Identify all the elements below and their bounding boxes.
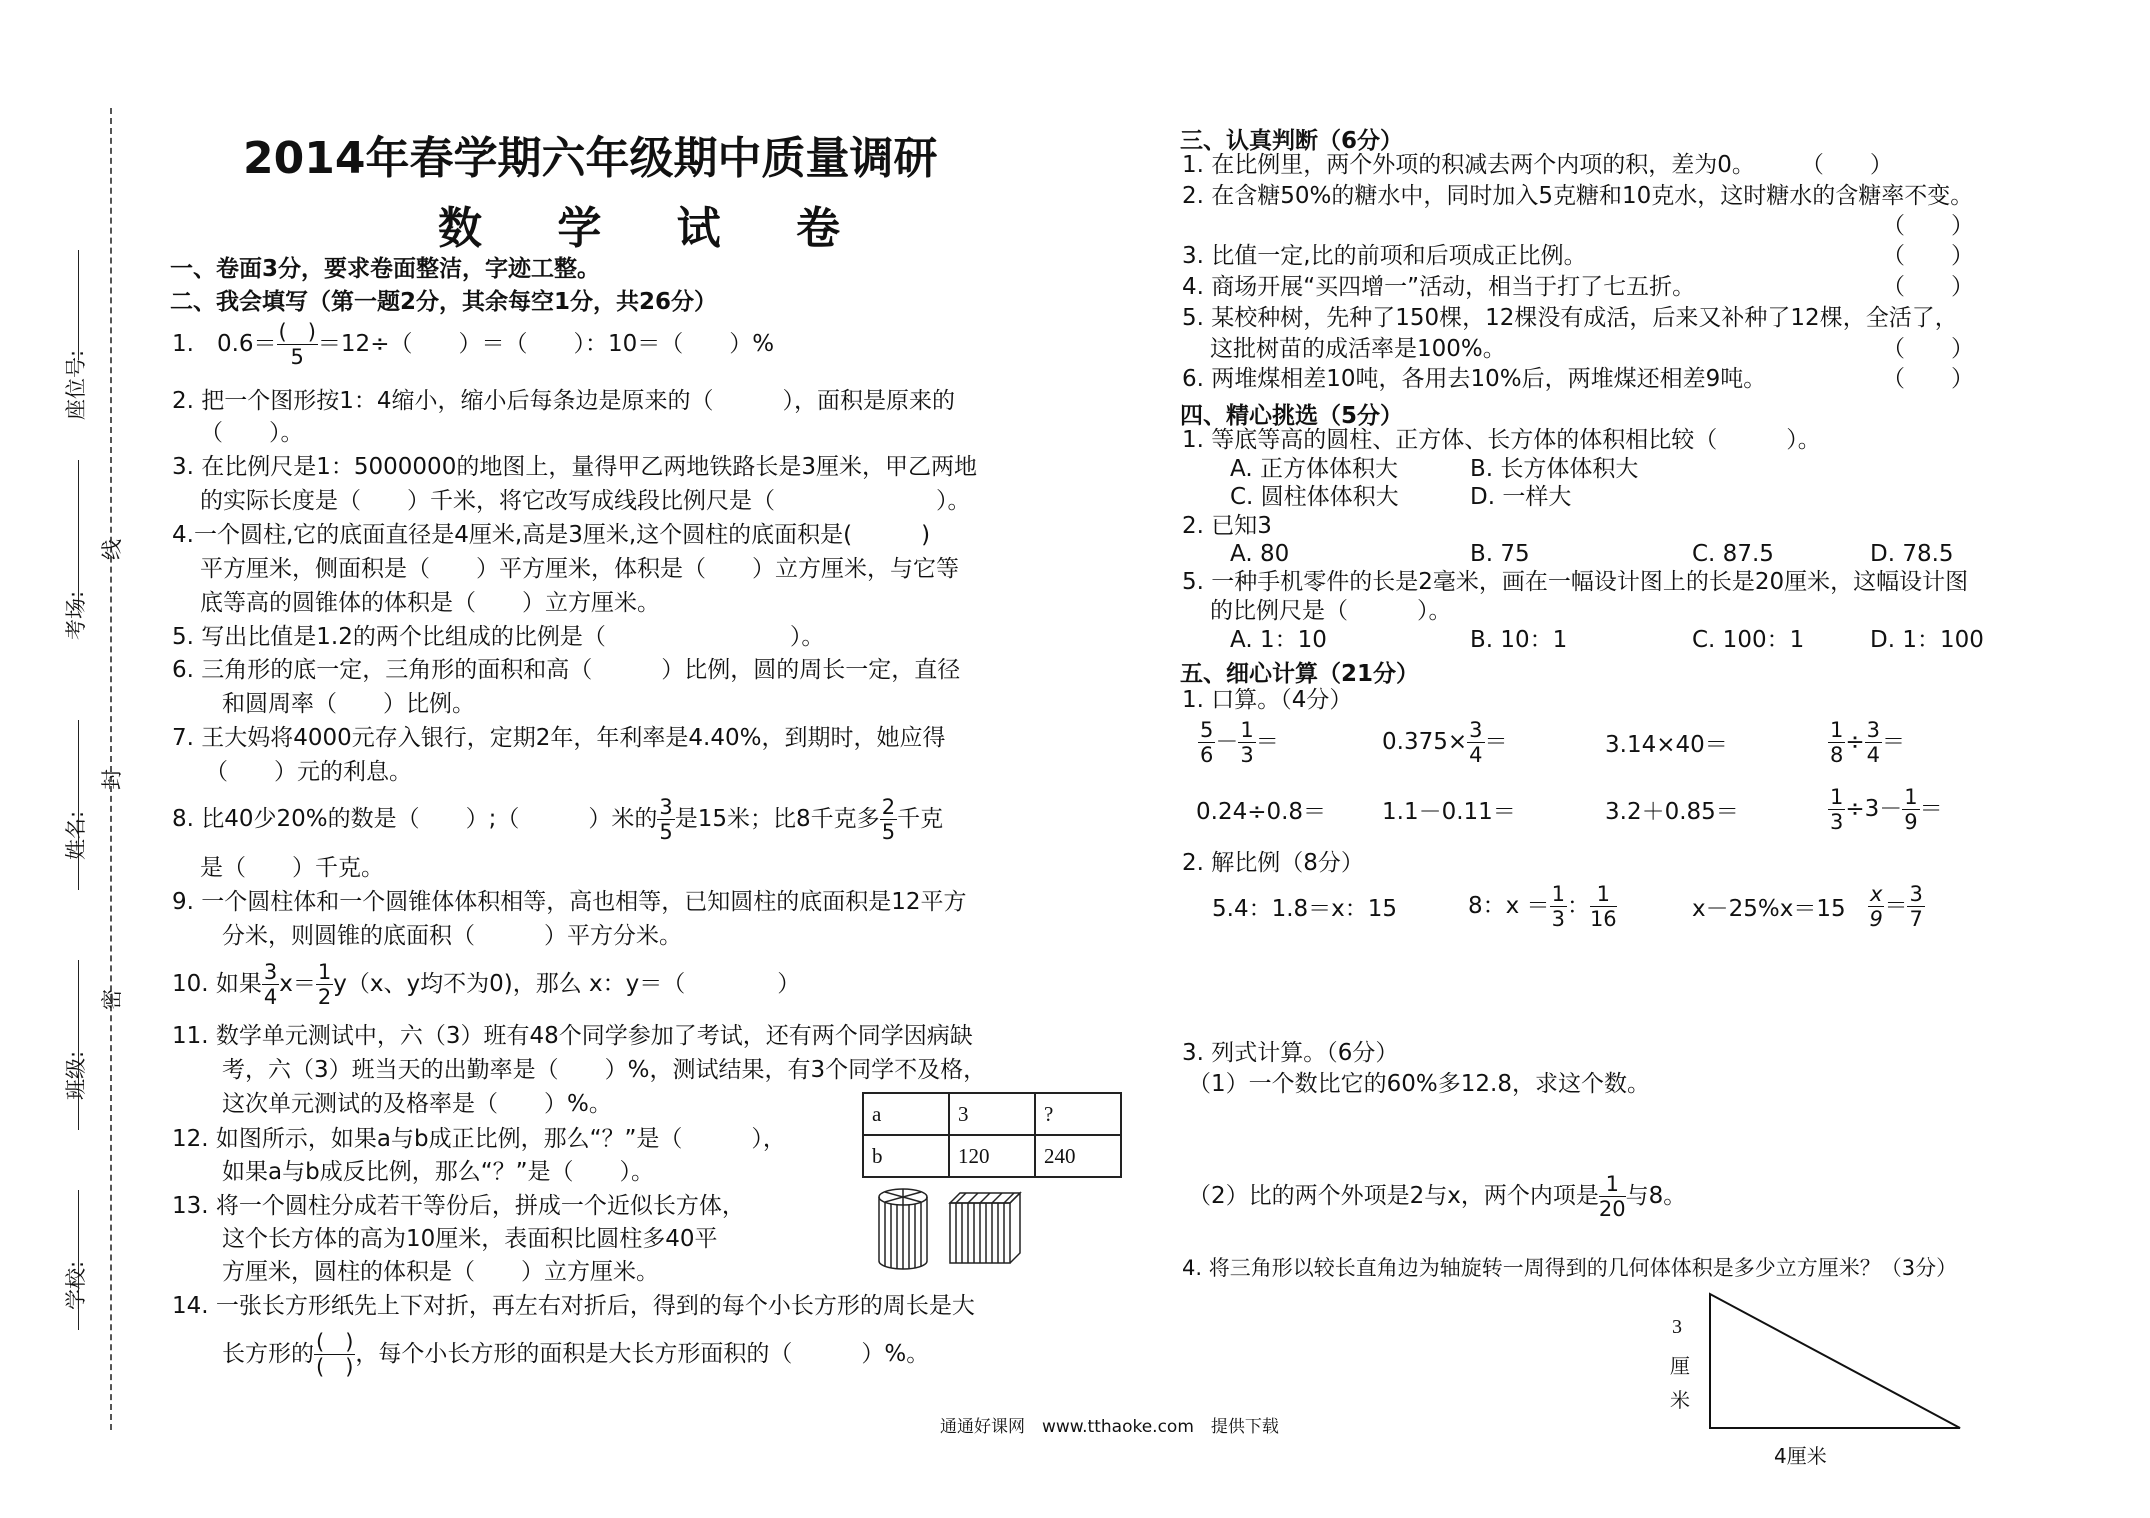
question-4-line-2: 平方厘米，侧面积是（ ）平方厘米，体积是（ ）立方厘米，与它等 [200,556,959,582]
question-8-line-1: 8. 比40少20%的数是（ ）;（ ）米的 $\frac{3}{5}$ 是15米；比8千克多 $\frac{2}{5}$ 千克 [172,795,944,844]
table-cell: 240 [1035,1135,1121,1177]
judgment-4: 4. 商场开展“买四增一”活动，相当于打了七五折。 [1182,274,1696,300]
choice-2-option-d: D. 78.5 [1870,541,1954,567]
question-12-line-2: 如果a与b成反比例，那么“？”是（ ）。 [222,1159,655,1185]
proportion-3: x－25%x＝15 [1692,896,1846,922]
judgment-2-answer: （ ） [1882,213,1974,239]
judgment-3-answer: （ ） [1882,243,1974,269]
calc-expression: 3.14×40＝ [1605,732,1728,758]
calc-3-heading: 3. 列式计算。（6分） [1182,1040,1399,1066]
choice-5-option-a: A. 1：10 [1230,627,1327,653]
seat-label: 座位号: [64,349,88,420]
seal-label: 封 [100,769,124,790]
choice-2-option-b: B. 75 [1470,541,1530,567]
calc-expression: 3.2＋0.85＝ [1605,799,1739,825]
choice-2: 2. 已知3 [1182,513,1272,539]
secret-label: 密 [100,989,124,1010]
question-11-line-3: 这次单元测试的及格率是（ ）%。 [222,1091,612,1117]
judgment-5-answer: （ ） [1882,336,1974,362]
table-cell: b [863,1135,949,1177]
proportion-4: $\frac{x}{9}$ ＝ $\frac{3}{7}$ [1869,882,1923,931]
question-13-line-1: 13. 将一个圆柱分成若干等份后，拼成一个近似长方体， [172,1193,745,1219]
choice-2-option-a: A. 80 [1230,541,1290,567]
calc-expression: 0.375× $\frac{3}{4}$ ＝ [1382,718,1508,767]
question-12-line-1: 12. 如图所示，如果a与b成正比例，那么“？”是（ ）， [172,1126,786,1152]
proportion-2: 8：x ＝ $\frac{1}{3}$ ： $\frac{1}{16}$ [1468,882,1617,931]
choice-5-line-1: 5. 一种手机零件的长是2毫米，画在一幅设计图上的长是20厘米，这幅设计图 [1182,569,1969,595]
calc-expression: $\frac{5}{6}$ － $\frac{1}{3}$ ＝ [1200,718,1279,767]
section-4-heading: 四、精心挑选（5分） [1180,403,1404,429]
judgment-4-answer: （ ） [1882,274,1974,300]
calc-expression: 0.24÷0.8＝ [1196,799,1327,825]
calc-expression: $\frac{1}{8}$ ÷ $\frac{3}{4}$ ＝ [1830,718,1906,767]
question-14-line-2: 长方形的 $\frac{( )}{( )}$ ，每个小长方形的面积是大长方形面积的（ ）%。 [222,1330,930,1379]
room-label: 考场: [64,590,88,640]
question-10: 10. 如果 $\frac{3}{4}$ x＝ $\frac{1}{2}$ y（x、y均不为0)，那么 x：y＝（ ） [172,960,801,1009]
question-1: 1. 0.6＝ $\frac{( )}{5}$ ＝12÷（ ）＝（ ）：10＝（ ）% [172,320,775,369]
calc-3-part-1: （1）一个数比它的60%多12.8，求这个数。 [1188,1071,1650,1097]
calc-2-heading: 2. 解比例（8分） [1182,850,1364,876]
footer-credit: 通通好课网 www.tthaoke.com 提供下载 [940,1417,1279,1437]
choice-5-line-2: 的比例尺是（ ）。 [1210,598,1452,624]
triangle-height-unit-2: 米 [1670,1388,1690,1412]
choice-1-option-b: B. 长方体体积大 [1470,456,1639,482]
right-triangle-figure [1700,1290,1970,1440]
choice-1-option-d: D. 一样大 [1470,484,1572,510]
question-2-line-2: （ ）。 [200,420,304,446]
judgment-2: 2. 在含糖50%的糖水中，同时加入5克糖和10克水，这时糖水的含糖率不变。 [1182,183,1974,209]
section-2-heading: 二、我会填写（第一题2分，其余每空1分，共26分） [170,289,718,315]
section-5-heading: 五、细心计算（21分） [1180,661,1420,687]
choice-1-option-a: A. 正方体体积大 [1230,456,1398,482]
ratio-table [862,1092,1122,1178]
question-3-line-1: 3. 在比例尺是1：5000000的地图上，量得甲乙两地铁路长是3厘米，甲乙两地 [172,454,977,480]
proportion-1: 5.4：1.8＝x：15 [1212,896,1398,922]
question-11-line-1: 11. 数学单元测试中，六（3）班有48个同学参加了考试，还有两个同学因病缺 [172,1023,973,1049]
choice-1: 1. 等底等高的圆柱、正方体、长方体的体积相比较（ ）。 [1182,427,1821,453]
calc-3-part-2: （2）比的两个外项是2与x，两个内项是 $\frac{1}{20}$ 与8。 [1188,1172,1687,1221]
question-13-line-3: 方厘米，圆柱的体积是（ ）立方厘米。 [222,1259,659,1285]
choice-5-option-d: D. 1：100 [1870,627,1984,653]
name-blank [78,720,79,890]
question-13-line-2: 这个长方体的高为10厘米，表面积比圆柱多40平 [222,1226,718,1252]
judgment-1: 1. 在比例里，两个外项的积减去两个内项的积，差为0。 （ ） [1182,152,1893,178]
question-4-line-1: 4.一个圆柱,它的底面直径是4厘米,高是3厘米,这个圆柱的底面积是( ) [172,522,931,548]
triangle-height-value: 3 [1672,1316,1682,1338]
calc-expression: $\frac{1}{3}$ ÷3－ $\frac{1}{9}$ ＝ [1830,785,1943,834]
choice-5-option-c: C. 100：1 [1692,627,1805,653]
question-6-line-2: 和圆周率（ ）比例。 [222,691,475,717]
name-label: 姓名: [64,810,88,860]
calc-expression: 1.1－0.11＝ [1382,799,1516,825]
question-8-line-2: 是（ ）千克。 [200,855,384,881]
calc-4-question: 4. 将三角形以较长直角边为轴旋转一周得到的几何体体积是多少立方厘米？（3分） [1182,1256,1958,1280]
table-cell: a [863,1093,949,1135]
question-5: 5. 写出比值是1.2的两个比组成的比例是（ ）。 [172,624,825,650]
question-3-line-2: 的实际长度是（ ）千米，将它改写成线段比例尺是（ ）。 [200,488,971,514]
table-cell: 3 [949,1093,1035,1135]
question-11-line-2: 考，六（3）班当天的出勤率是（ ）%，测试结果，有3个同学不及格， [222,1057,987,1083]
judgment-5-line-2: 这批树苗的成活率是100%。 [1210,336,1506,362]
question-7-line-1: 7. 王大妈将4000元存入银行，定期2年，年利率是4.40%，到期时，她应得 [172,725,946,751]
judgment-5-line-1: 5. 某校种树，先种了150棵，12棵没有成活，后来又补种了12棵，全活了， [1182,305,1958,331]
question-7-line-2: （ ）元的利息。 [205,759,412,785]
class-blank [78,960,79,1130]
question-6-line-1: 6. 三角形的底一定，三角形的面积和高（ ）比例，圆的周长一定，直径 [172,657,961,683]
table-cell: ? [1035,1093,1121,1135]
triangle-base-label: 4厘米 [1774,1444,1827,1468]
choice-1-option-c: C. 圆柱体体积大 [1230,484,1399,510]
table-cell: 120 [949,1135,1035,1177]
question-9-line-1: 9. 一个圆柱体和一个圆锥体体积相等，高也相等，已知圆柱的底面积是12平方 [172,889,967,915]
room-blank [78,460,79,610]
judgment-3: 3. 比值一定,比的前项和后项成正比例。 [1182,243,1587,269]
table-row [863,1135,1121,1177]
judgment-6-answer: （ ） [1882,366,1974,392]
judgment-6: 6. 两堆煤相差10吨，各用去10%后，两堆煤还相差9吨。 [1182,366,1767,392]
triangle-height-unit-1: 厘 [1670,1354,1690,1378]
question-14-line-1: 14. 一张长方形纸先上下对折，再左右对折后，得到的每个小长方形的周长是大 [172,1293,975,1319]
question-2-line-1: 2. 把一个图形按1：4缩小，缩小后每条边是原来的（ ），面积是原来的 [172,388,956,414]
section-3-heading: 三、认真判断（6分） [1180,128,1404,154]
seat-blank [78,250,79,360]
section-1-heading: 一、卷面3分，要求卷面整洁，字迹工整。 [170,256,601,282]
choice-2-option-c: C. 87.5 [1692,541,1774,567]
exam-title: 2014年春学期六年级期中质量调研 [243,133,938,184]
question-9-line-2: 分米，则圆锥的底面积（ ）平方分米。 [222,923,682,949]
exam-subtitle: 数 学 试 卷 [438,203,870,254]
question-4-line-3: 底等高的圆锥体的体积是（ ）立方厘米。 [200,590,660,616]
table-row [863,1093,1121,1135]
class-label: 班级: [64,1050,88,1100]
cylinder-to-cuboid-illustration [875,1185,1065,1275]
calc-1-heading: 1. 口算。（4分） [1182,687,1353,713]
choice-5-option-b: B. 10：1 [1470,627,1568,653]
school-label: 学校: [64,1260,88,1310]
line-label: 线 [100,539,124,560]
